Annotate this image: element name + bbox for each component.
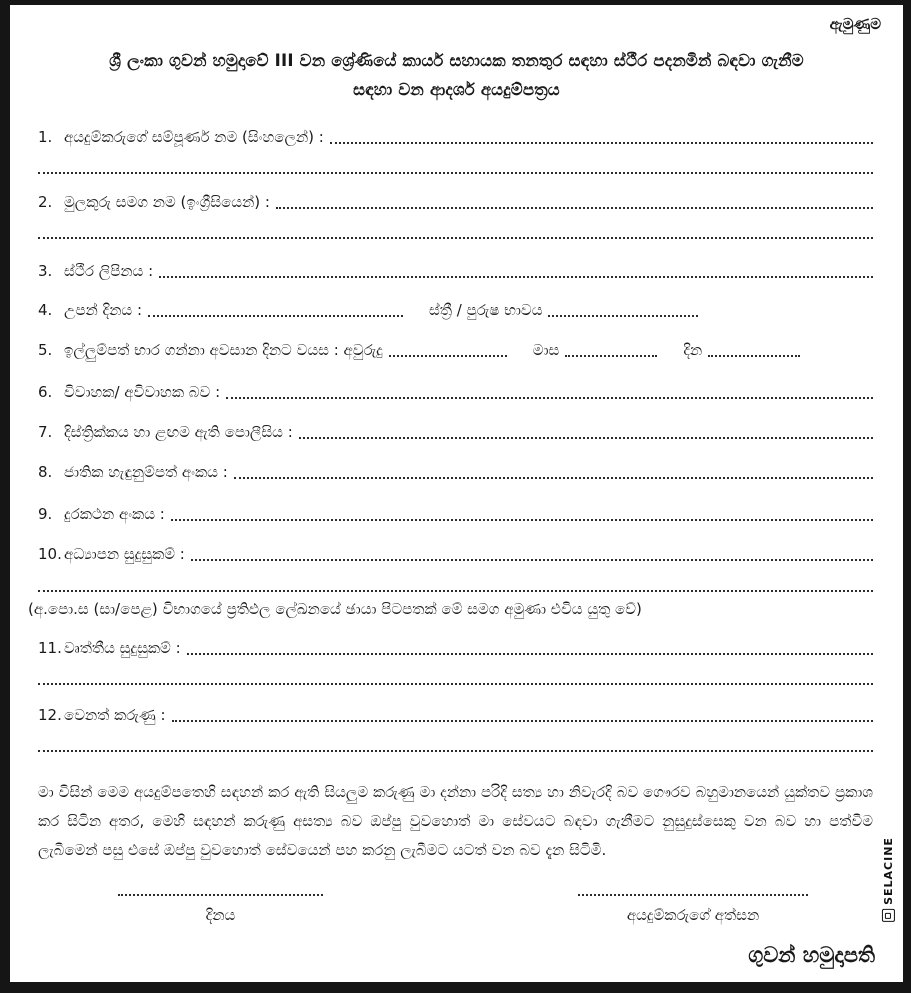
item-number: 4.: [38, 300, 53, 319]
item-number: 12.: [38, 705, 62, 724]
item-number: 11.: [38, 638, 62, 657]
ol-results-note: (අ.පො.ස (සා/පෙළ) විභාගයේ ප්‍රතිඵල ලේඛනයේ ඡායා පිටපතක් මේ සමග අමුණා එවිය යුතු වේ): [28, 599, 642, 618]
item-label: අධ්‍යාපන සුදුසුකම් :: [64, 544, 185, 563]
dotted-field: [38, 738, 873, 752]
item-label: උපන් දිනය :: [64, 300, 142, 319]
selacine-watermark: [882, 837, 895, 922]
form-row-other-matters: [38, 705, 873, 725]
form-row-name-english: [38, 192, 873, 212]
item-label: මුලකුරු සමග නම (ඉංග්‍රීසියෙන්) :: [64, 192, 270, 211]
item-label: වෙනත් කරුණු :: [64, 705, 166, 724]
dotted-field: [187, 653, 873, 655]
selacine-logo-icon: [882, 909, 895, 922]
applicant-signature-line: [578, 892, 808, 896]
form-title: [50, 47, 863, 105]
dotted-field: [389, 355, 507, 357]
annex-label: ඇමුණුම: [829, 15, 881, 33]
item-number: 6.: [38, 382, 53, 401]
form-row-birth-date-gender: [38, 300, 873, 320]
form-title-line2: සඳහා වන ආදර්ශ අයදුම්පත්‍රය: [353, 79, 560, 99]
item-number: 10.: [38, 544, 62, 563]
applicant-signature-label: අයදුම්කරුගේ අත්සන: [626, 905, 760, 924]
dotted-field: [38, 225, 873, 239]
date-signature-line: [118, 892, 323, 896]
form-row-marital-status: [38, 382, 873, 402]
form-row-age-on-closing-date: [38, 340, 873, 360]
dotted-field: [565, 355, 657, 357]
item-number: 1.: [38, 127, 53, 146]
dotted-field: [276, 207, 873, 209]
dotted-field: [548, 315, 698, 317]
item-number: 7.: [38, 422, 53, 441]
item-label: දුරකථන අංකය :: [64, 504, 165, 523]
form-row-permanent-address: [38, 261, 873, 281]
item-label-days: දින: [683, 340, 703, 359]
item-number: 5.: [38, 340, 53, 359]
form-row-professional-qualifications: [38, 638, 873, 658]
item-label: විවාහක/ අවිවාහක බව :: [64, 382, 221, 401]
item-number: 9.: [38, 504, 53, 523]
dotted-field: [38, 578, 873, 592]
date-signature-block: [118, 892, 323, 924]
item-number: 3.: [38, 261, 53, 280]
item-number: 2.: [38, 192, 53, 211]
form-row-phone-number: [38, 504, 873, 524]
dotted-field: [159, 276, 873, 278]
item-label-gender: ස්ත්‍රී / පුරුෂ භාවය: [429, 300, 543, 319]
dotted-field: [148, 315, 403, 317]
dotted-field: [172, 720, 873, 722]
selacine-watermark-text: SELACINE: [882, 837, 896, 905]
applicant-signature-block: [578, 892, 808, 924]
item-label-months: මාස: [532, 340, 560, 359]
item-label: ජාතික හැඳුනුම්පත් අංකය :: [64, 462, 228, 481]
dotted-field: [226, 397, 873, 399]
dotted-field: [171, 519, 873, 521]
form-row-nic-number: [38, 462, 873, 482]
form-row-educational-qualifications: [38, 544, 873, 564]
dotted-field: [708, 355, 800, 357]
item-label: ඉල්ලුම්පත් භාර ගන්නා අවසාන දිනට වයස : අවුරුදු: [64, 340, 383, 359]
dotted-field: [234, 477, 873, 479]
commander-title: ගුවන් හමුදාපති: [748, 943, 875, 967]
dotted-field: [191, 559, 873, 561]
item-label: ස්ථීර ලිපිනය :: [64, 261, 154, 280]
dotted-field: [330, 142, 873, 144]
item-label: වෘත්තීය සුදුසුකම් :: [64, 638, 181, 657]
item-label: දිස්ත්‍රික්කය හා ළඟම ඇති පොලීසිය :: [64, 422, 293, 441]
item-label: අයදුම්කරුගේ සම්පූර්ණ නම (සිංහලෙන්) :: [64, 127, 324, 146]
dotted-field: [38, 160, 873, 174]
declaration-text: මා විසින් මෙම අයදුම්පතෙහි සඳහන් කර ඇති සියලුම කරුණු මා දන්නා පරිදි සත්‍ය හා නිවැරදි බව ගෞරව බහුමානයෙන් යුක්තව ප්‍රකාශ කර සිටින අතර, මෙහි සඳහන් කරුණු අසත්‍ය බව ඔප්පු වුවහොත් මා සේවයට බඳවා ගැනීමට නුසුදුස්සෙකු වන බව හා පත්වීම ලැබීමෙන් පසු එසේ ඔප්පු වුවහොත් සේවයෙන් පහ කරනු ලැබීමට යටත් වන බව දැන සිටිමි.: [38, 782, 873, 860]
item-number: 8.: [38, 462, 53, 481]
form-row-full-name: [38, 127, 873, 147]
signature-section: [118, 892, 808, 924]
form-row-district-police: [38, 422, 873, 442]
dotted-field: [38, 671, 873, 685]
dotted-field: [299, 437, 873, 439]
form-title-line1: ශ්‍රී ලංකා ගුවන් හමුදාවේ III වන ශ්‍රේණියේ කාර්ය සහායක තනතුර සඳහා ස්ථීර පදනමින් බඳවා ගැනීම: [109, 51, 804, 70]
date-label: දිනය: [205, 905, 236, 924]
